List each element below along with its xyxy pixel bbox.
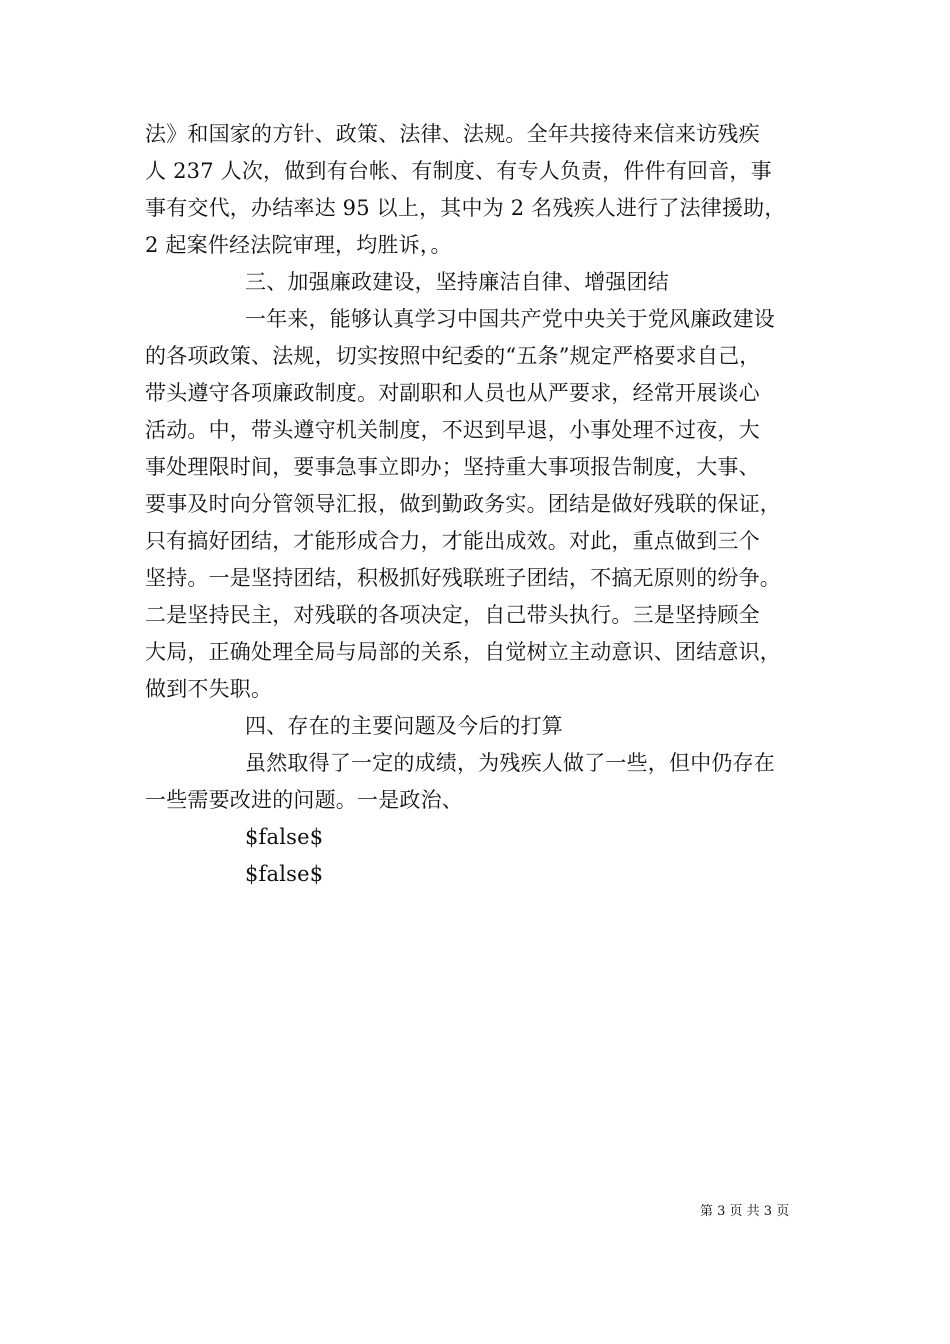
text-line: 法》和国家的方针、政策、法律、法规。全年共接待来信来访残疾 xyxy=(145,122,760,146)
section-heading: 三、加强廉政建设，坚持廉洁自律、增强团结 xyxy=(245,270,669,294)
text-line: 事处理限时间，要事急事立即办；坚持重大事项报告制度，大事、 xyxy=(145,455,760,479)
text-line: 事有交代，办结率达 95 以上，其中为 2 名残疾人进行了法律援助， xyxy=(145,196,786,220)
text-line: 一年来，能够认真学习中国共产党中央关于党风廉政建设 xyxy=(245,307,775,331)
section-heading: 四、存在的主要问题及今后的打算 xyxy=(245,714,563,738)
text-line: 大局，正确处理全局与局部的关系，自觉树立主动意识、团结意识， xyxy=(145,640,781,664)
placeholder-text: $false$ xyxy=(245,862,324,886)
text-line: 坚持。一是坚持团结，积极抓好残联班子团结，不搞无原则的纷争。 xyxy=(145,566,781,590)
text-line: 2 起案件经法院审理，均胜诉，。 xyxy=(145,233,452,257)
document-body xyxy=(145,116,809,893)
text-line: 虽然取得了一定的成绩，为残疾人做了一些，但中仍存在 xyxy=(245,751,775,775)
text-line: 只有搞好团结，才能形成合力，才能出成效。对此，重点做到三个 xyxy=(145,529,760,553)
text-line: 二是坚持民主，对残联的各项决定，自己带头执行。三是坚持顾全 xyxy=(145,603,760,627)
page-number: 第 3 页 共 3 页 xyxy=(700,1204,790,1219)
placeholder-text: $false$ xyxy=(245,825,324,849)
text-line: 做到不失职。 xyxy=(145,677,273,701)
text-line: 一些需要改进的问题。一是政治、 xyxy=(145,788,463,812)
text-line: 的各项政策、法规，切实按照中纪委的“五条”规定严格要求自己， xyxy=(145,344,761,368)
text-line: 要事及时向分管领导汇报，做到勤政务实。团结是做好残联的保证， xyxy=(145,492,781,516)
text-line: 活动。中，带头遵守机关制度，不迟到早退，小事处理不过夜，大 xyxy=(145,418,760,442)
text-line: 带头遵守各项廉政制度。对副职和人员也从严要求，经常开展谈心 xyxy=(145,381,760,405)
text-line: 人 237 人次，做到有台帐、有制度、有专人负责，件件有回音，事 xyxy=(145,159,772,183)
